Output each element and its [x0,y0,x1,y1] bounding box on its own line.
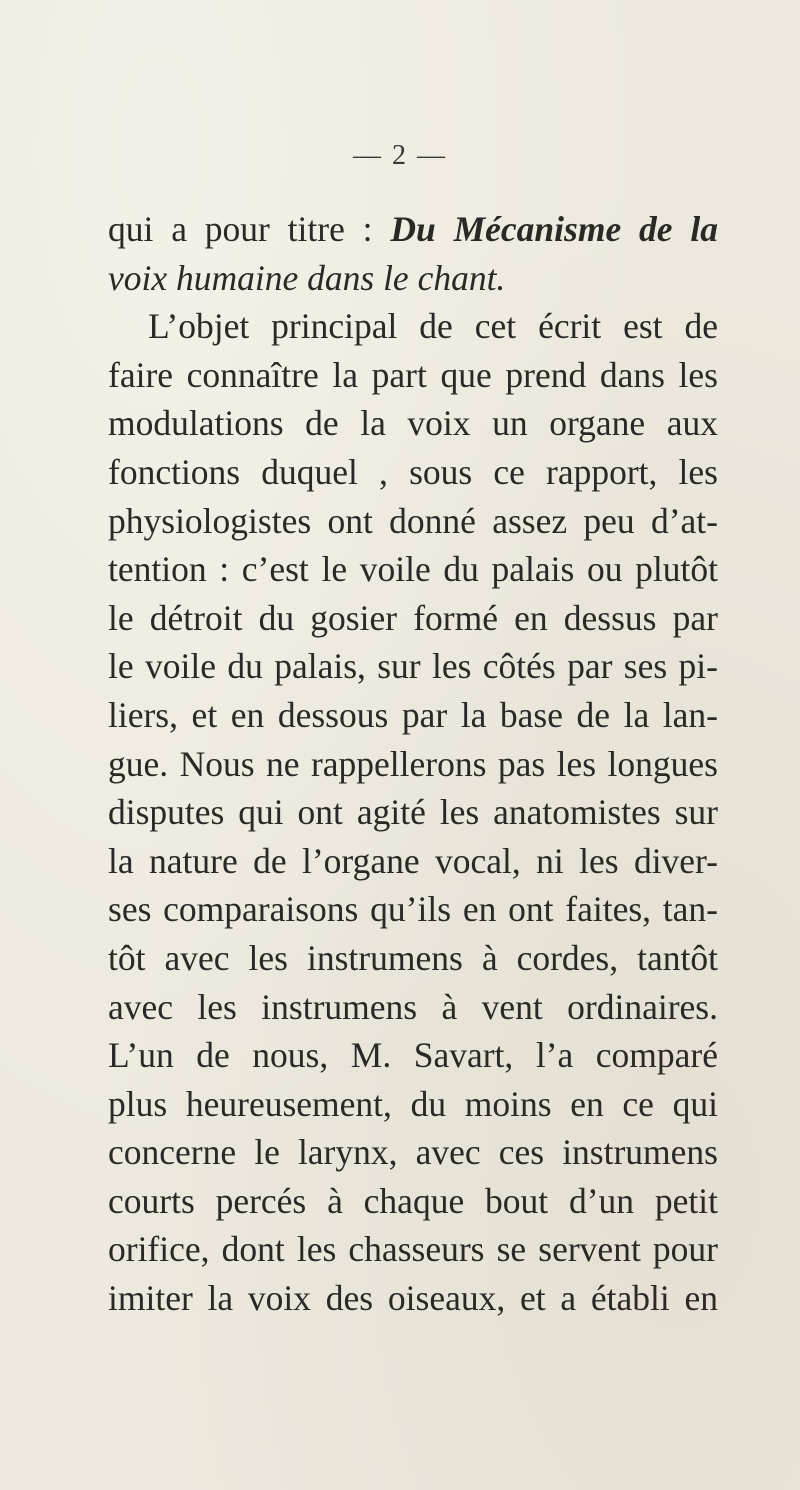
text-line-6: fonctions duquel , sous ce rapport, les [108,451,718,492]
text-line-7: physiologistes ont donné assez peu d’at- [108,500,718,541]
text-line-20: concerne le larynx, avec ces instrumens [108,1132,718,1173]
text-line-8: tention : c’est le voile du palais ou plutôt [108,549,718,590]
text-line-9: le détroit du gosier formé en dessus par [108,597,718,638]
text-line-11: liers, et en dessous par la base de la lan- [108,694,718,735]
text-line-17: avec les instrumens à vent ordinaires. [108,986,718,1027]
body-text [108,205,718,1323]
text-line-23: imiter la voix des oiseaux, et a établi en [108,1278,718,1319]
text-line-21: courts percés à chaque bout d’un petit [108,1180,718,1221]
work-title-part-2: voix humaine dans le chant. [108,257,506,298]
text-line-18: L’un de nous, M. Savart, l’a comparé [108,1035,718,1076]
work-title-part-1: Du Mécanisme de la [390,209,718,249]
text-line-19: plus heureusement, du moins en ce qui [108,1083,718,1124]
text-line-1 [108,205,718,254]
text-line-4: faire connaître la part que prend dans les [108,354,718,395]
text-line-15: ses comparaisons qu’ils en ont faites, tan- [108,889,718,930]
text-line-2 [108,254,718,303]
text-line-13: disputes qui ont agité les anatomistes sur [108,792,718,833]
text-line-16: tôt avec les instrumens à cordes, tantôt [108,937,718,978]
text-line-10: le voile du palais, sur les côtés par ses pi- [108,646,718,687]
text-line-14: la nature de l’organe vocal, ni les diver- [108,840,718,881]
page-number: — 2 — [353,140,447,171]
text-line-12: gue. Nous ne rappellerons pas les longues [108,743,718,784]
text-line-3: L’objet principal de cet écrit est de [148,306,718,347]
line-1-prefix: qui a pour titre : [108,209,391,249]
text-line-22: orifice, dont les chasseurs se servent pour [108,1229,718,1270]
text-line-5: modulations de la voix un organe aux [108,403,718,444]
